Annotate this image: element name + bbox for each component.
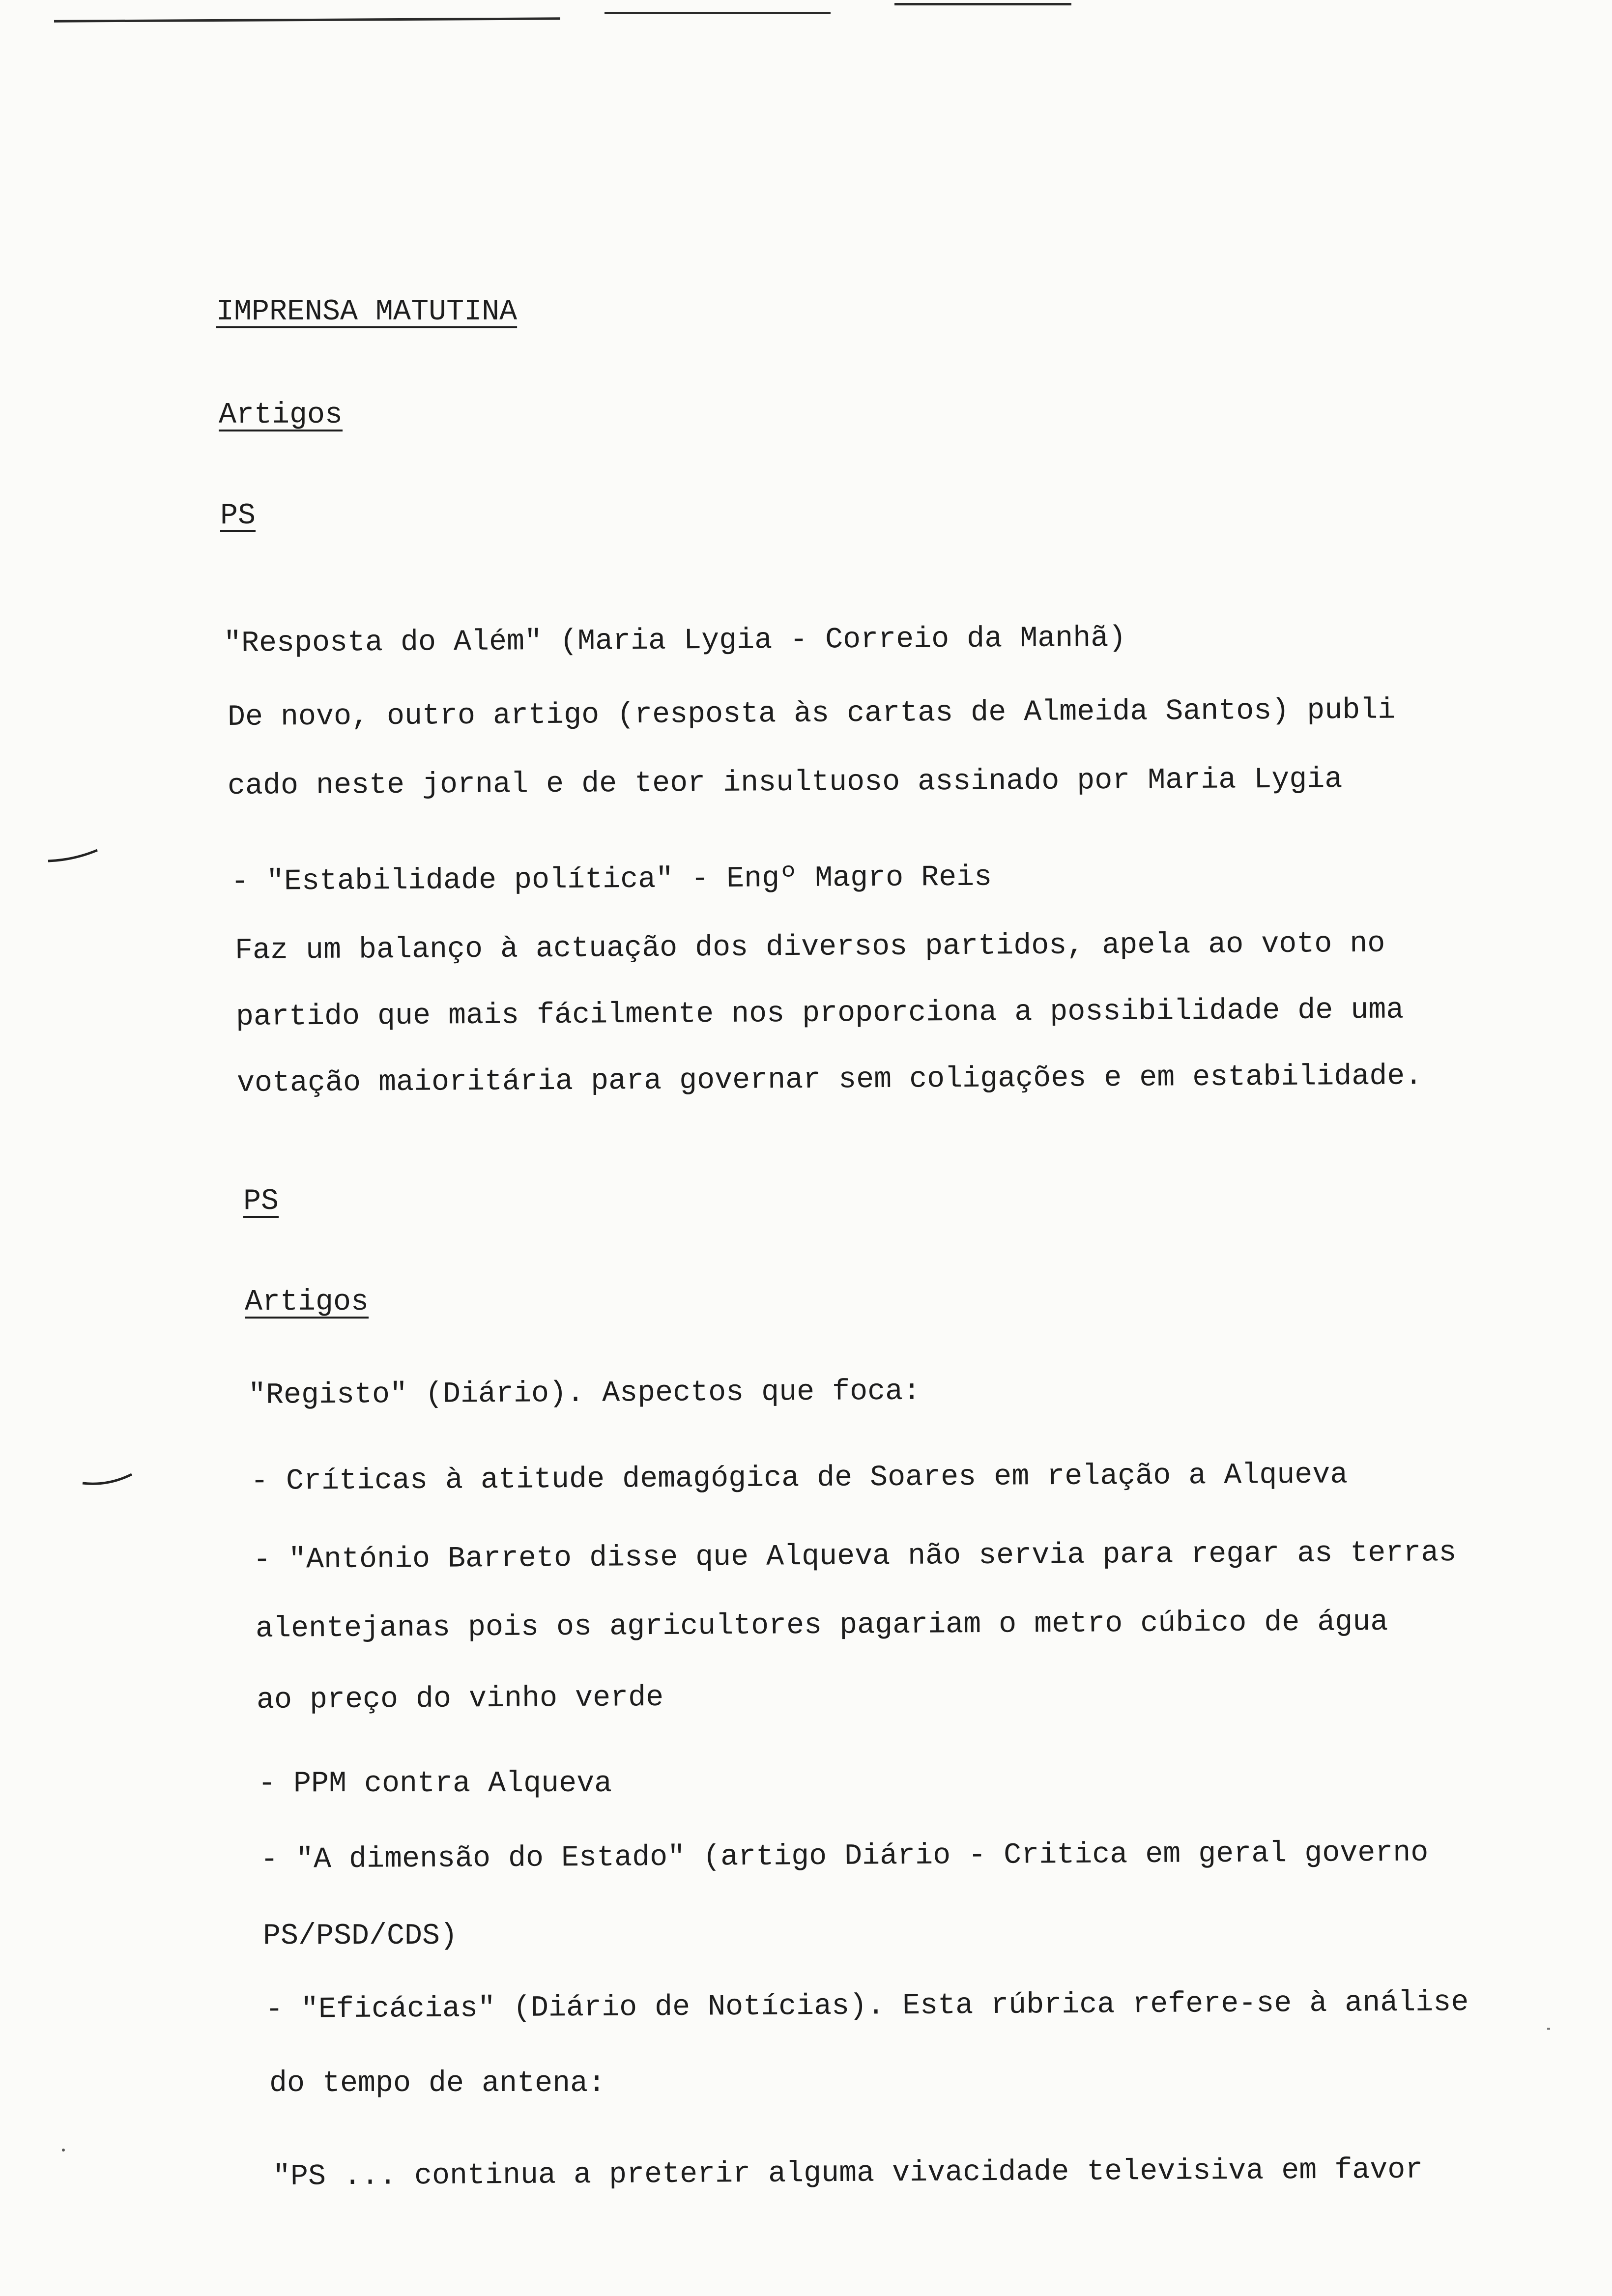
bullet-item-continuation: do tempo de antena: <box>269 2067 606 2100</box>
top-rule-right <box>894 3 1071 5</box>
quote-line: "PS ... continua a preterir alguma vivacidade televisiva em favor <box>272 2153 1423 2194</box>
section-label-party: PS <box>243 1185 279 1218</box>
bullet-item-continuation: ao preço do vinho verde <box>256 1681 664 1717</box>
bullet-item: - Críticas à atitude demagógica de Soares em relação a Alqueva <box>250 1458 1348 1498</box>
article-intro-registo: "Registo" (Diário). Aspectos que foca: <box>248 1375 921 1412</box>
article-text-line: Faz um balanço à actuação dos diversos partidos, apela ao voto no <box>234 927 1385 968</box>
bullet-item: - "A dimensão do Estado" (artigo Diário - Critica em geral governo <box>260 1836 1429 1877</box>
top-rule-middle <box>604 12 831 14</box>
bullet-item: - PPM contra Alqueva <box>258 1767 612 1801</box>
section-label-artigos: Artigos <box>219 399 343 432</box>
article-title-estabilidade: - "Estabilidade política" - Engº Magro Reis <box>230 861 992 899</box>
article-title-resposta: "Resposta do Além" (Maria Lygia - Correio da Manhã) <box>223 621 1126 660</box>
speck <box>62 2149 65 2152</box>
page-heading: IMPRENSA MATUTINA <box>216 295 518 329</box>
article-text-line: votação maioritária para governar sem coligações e em estabilidade. <box>236 1060 1423 1100</box>
article-text-line: partido que mais fácilmente nos proporciona a possibilidade de uma <box>235 993 1404 1034</box>
bullet-item-continuation: PS/PSD/CDS) <box>263 1920 458 1953</box>
article-text-line: De novo, outro artigo (resposta às cartas de Almeida Santos) publi <box>227 693 1396 734</box>
speck <box>1547 2028 1550 2030</box>
top-rule-left <box>54 17 560 22</box>
bullet-item: - "Eficácias" (Diário de Notícias). Esta rúbrica refere-se à análise <box>265 1986 1469 2027</box>
bullet-item-continuation: alentejanas pois os agricultores pagariam o metro cúbico de água <box>255 1605 1388 1646</box>
margin-tick-mark-2 <box>79 1469 138 1499</box>
article-text-line: cado neste jornal e de teor insultuoso assinado por Maria Lygia <box>227 763 1343 803</box>
section-label-party: PS <box>220 499 256 533</box>
section-label-artigos: Artigos <box>245 1286 369 1319</box>
margin-tick-mark-1 <box>44 845 103 875</box>
bullet-item: - "António Barreto disse que Alqueva não servia para regar as terras <box>253 1536 1457 1577</box>
